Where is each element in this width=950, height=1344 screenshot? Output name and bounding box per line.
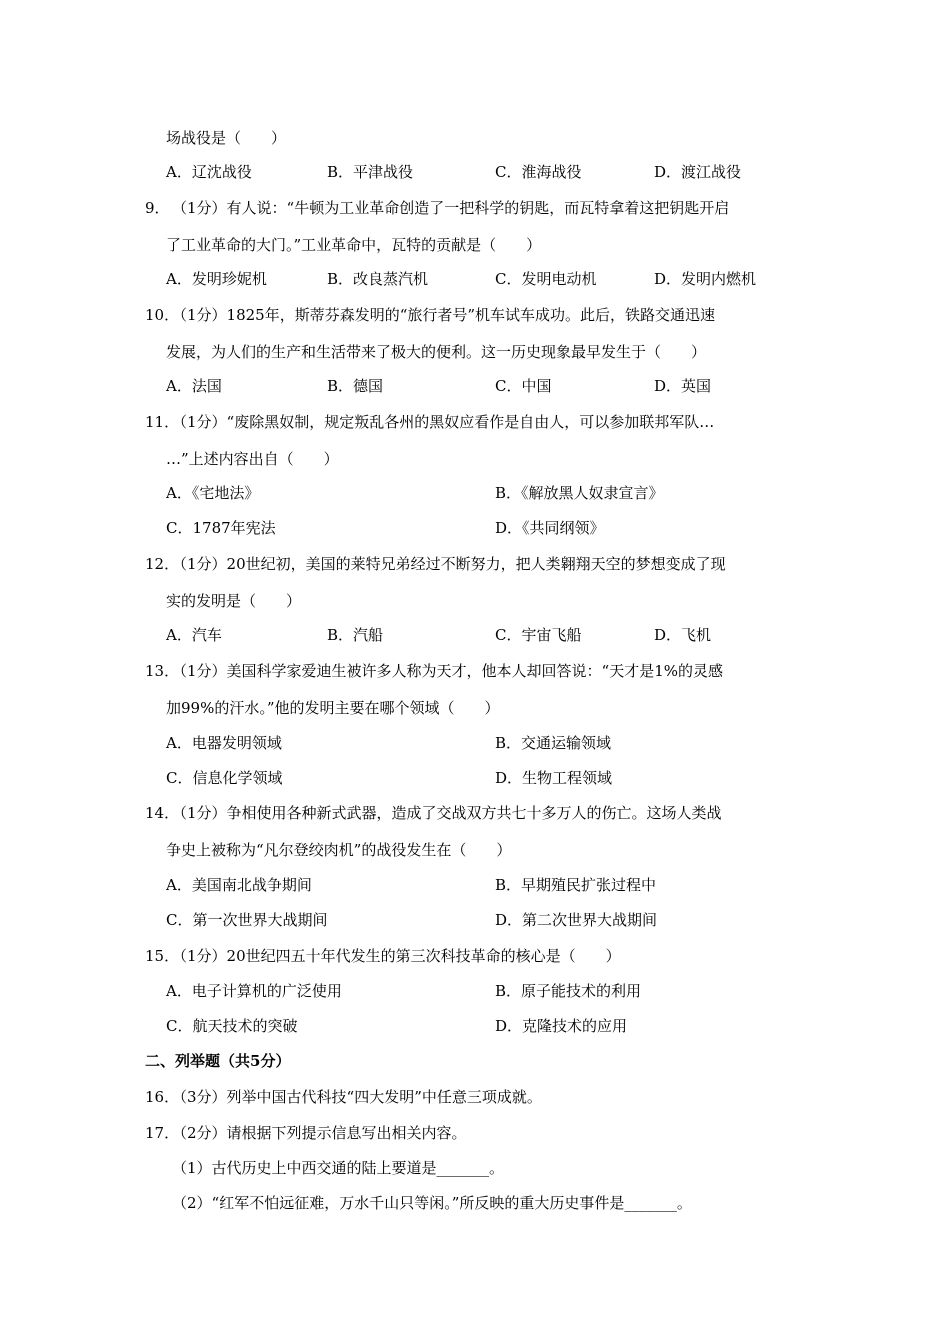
q13-option-d: D．生物工程领域 (495, 769, 613, 787)
q11-option-a: A．《宅地法》 (166, 484, 260, 502)
q11-option-c: C．1787年宪法 (166, 519, 276, 537)
q12-number: 12． (145, 555, 180, 573)
q17-sub-2: （2）“红军不怕远征难，万水千山只等闲。”所反映的重大历史事件是_______。 (172, 1194, 692, 1212)
q15-number: 15． (145, 947, 180, 965)
q11-option-d: D．《共同纲领》 (495, 519, 605, 537)
q17-stem: （2分）请根据下列提示信息写出相关内容。 (172, 1124, 467, 1142)
q12-stem: （1分）20世纪初，美国的莱特兄弟经过不断努力，把人类翱翔天空的梦想变成了现 (172, 555, 726, 573)
q13-number: 13． (145, 662, 180, 680)
q12-option-c: C．宇宙飞船 (495, 626, 582, 644)
q8-option-b: B．平津战役 (327, 163, 414, 181)
q16-number: 16． (145, 1088, 180, 1106)
q9-option-c: C．发明电动机 (495, 270, 597, 288)
q16-stem: （3分）列举中国古代科技“四大发明”中任意三项成就。 (172, 1088, 542, 1106)
q13-stem: （1分）美国科学家爱迪生被许多人称为天才，他本人却回答说：“天才是1%的灵感 (172, 662, 724, 680)
q11-option-b: B．《解放黑人奴隶宣言》 (495, 484, 664, 502)
q10-option-d: D．英国 (654, 377, 712, 395)
q9-stem-cont: 了工业革命的大门。”工业革命中，瓦特的贡献是（ ） (166, 236, 542, 254)
q17-number: 17． (145, 1124, 180, 1142)
q11-stem-cont: …”上述内容出自（ ） (166, 450, 339, 468)
q8-stem-cont: 场战役是（ ） (166, 129, 287, 147)
q11-number: 11． (145, 413, 180, 431)
q8-option-d: D．渡江战役 (654, 163, 742, 181)
q15-stem: （1分）20世纪四五十年代发生的第三次科技革命的核心是（ ） (172, 947, 621, 965)
q15-option-a: A．电子计算机的广泛使用 (166, 982, 342, 1000)
q10-option-a: A．法国 (166, 377, 222, 395)
q15-option-c: C．航天技术的突破 (166, 1017, 298, 1035)
q8-option-c: C．淮海战役 (495, 163, 582, 181)
q14-stem: （1分）争相使用各种新式武器，造成了交战双方共七十多万人的伤亡。这场人类战 (172, 804, 722, 822)
q9-number: 9． (145, 199, 170, 217)
q13-option-b: B．交通运输领域 (495, 734, 612, 752)
q14-stem-cont: 争史上被称为“凡尔登绞肉机”的战役发生在（ ） (166, 841, 512, 859)
q10-option-b: B．德国 (327, 377, 384, 395)
q12-option-d: D．飞机 (654, 626, 712, 644)
q14-number: 14． (145, 804, 180, 822)
q12-option-b: B．汽船 (327, 626, 384, 644)
q12-option-a: A．汽车 (166, 626, 222, 644)
q9-option-b: B．改良蒸汽机 (327, 270, 429, 288)
q12-stem-cont: 实的发明是（ ） (166, 592, 302, 610)
q13-option-a: A．电器发明领域 (166, 734, 282, 752)
q9-stem: （1分）有人说：“牛顿为工业革命创造了一把科学的钥匙，而瓦特拿着这把钥匙开启 (172, 199, 730, 217)
q11-stem: （1分）“废除黑奴制，规定叛乱各州的黑奴应看作是自由人，可以参加联邦军队… (172, 413, 715, 431)
q14-option-a: A．美国南北战争期间 (166, 876, 312, 894)
q10-option-c: C．中国 (495, 377, 552, 395)
q10-stem-cont: 发展，为人们的生产和生活带来了极大的便利。这一历史现象最早发生于（ ） (166, 343, 707, 361)
q15-option-b: B．原子能技术的利用 (495, 982, 642, 1000)
q13-option-c: C．信息化学领域 (166, 769, 283, 787)
q10-number: 10． (145, 306, 180, 324)
q17-sub-1: （1）古代历史上中西交通的陆上要道是_______。 (172, 1159, 505, 1177)
q8-option-a: A．辽沈战役 (166, 163, 252, 181)
q9-option-d: D．发明内燃机 (654, 270, 757, 288)
q13-stem-cont: 加99%的汗水。”他的发明主要在哪个领域（ ） (166, 699, 500, 717)
q9-option-a: A．发明珍妮机 (166, 270, 267, 288)
q14-option-b: B．早期殖民扩张过程中 (495, 876, 657, 894)
q10-stem: （1分）1825年，斯蒂芬森发明的“旅行者号”机车试车成功。此后，铁路交通迅速 (172, 306, 716, 324)
q14-option-d: D．第二次世界大战期间 (495, 911, 658, 929)
q15-option-d: D．克隆技术的应用 (495, 1017, 628, 1035)
q14-option-c: C．第一次世界大战期间 (166, 911, 328, 929)
section-title: 二、列举题（共5分） (145, 1052, 291, 1070)
